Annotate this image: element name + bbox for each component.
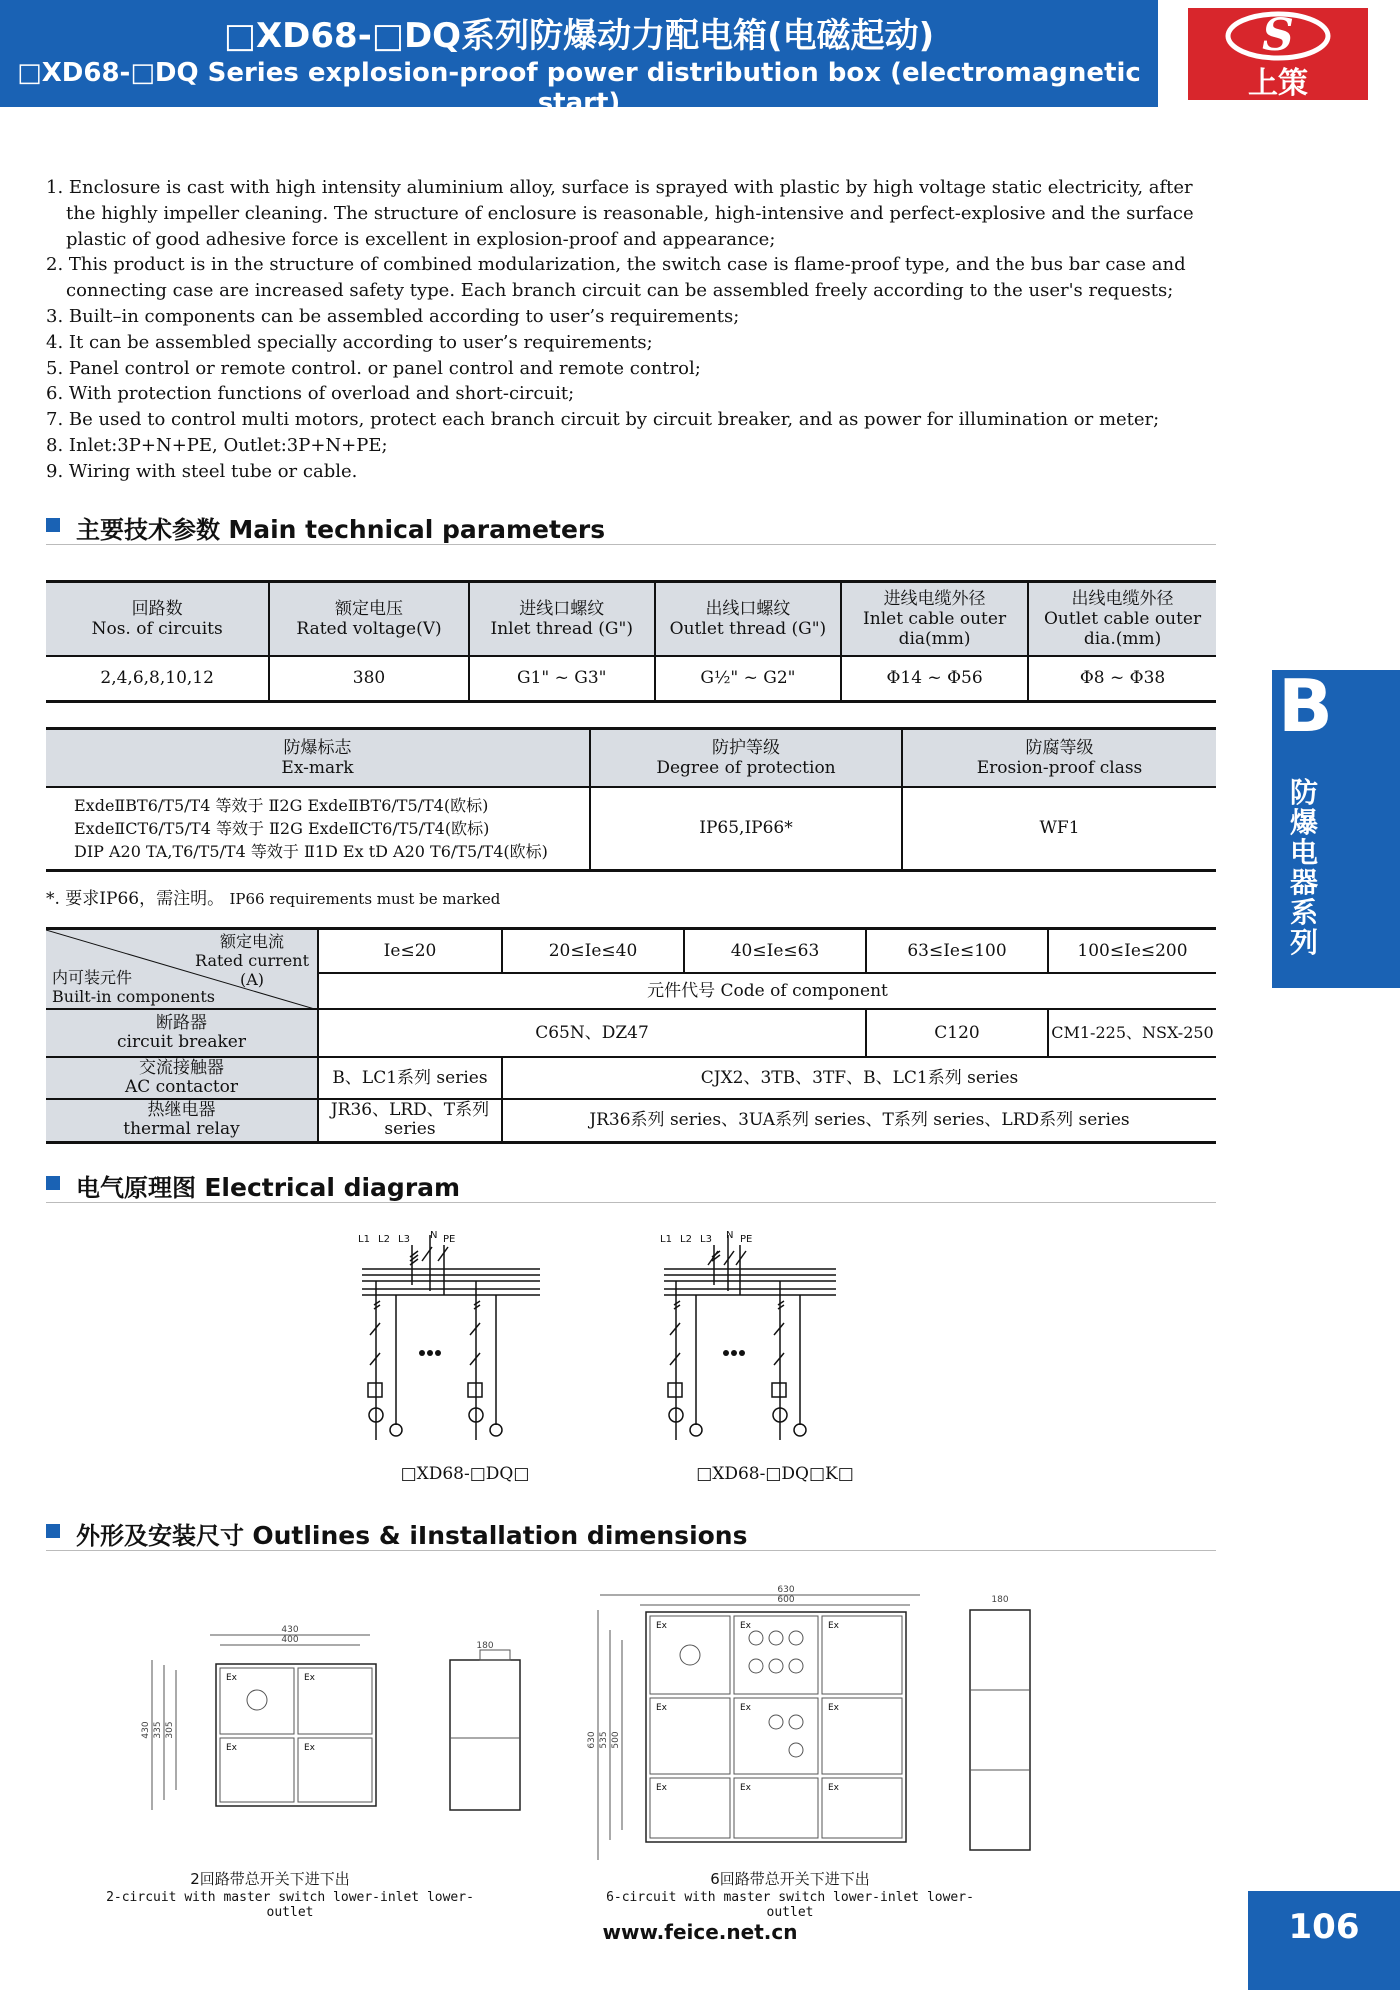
th-outlet-thread: 出线口螺纹 Outlet thread (G") — [655, 582, 841, 656]
footer-website: www.feice.net.cn — [602, 1920, 798, 1944]
range-cell: Ie≤20 — [318, 929, 502, 973]
terminal-label: PE — [740, 1234, 753, 1245]
cell-outlet-thread: G½" ~ G2" — [655, 656, 841, 702]
section-heading-params — [46, 510, 1216, 545]
ex-label: Ex — [828, 1783, 840, 1793]
feature-item: 9. Wiring with steel tube or cable. — [46, 460, 358, 482]
th-circuits: 回路数 Nos. of circuits — [46, 582, 269, 656]
dim-label: 400 — [281, 1635, 299, 1645]
corner-rated-cn: 额定电流 — [220, 932, 285, 951]
cell-erosion: WF1 — [902, 787, 1216, 871]
exmark-line: ExdeⅡCT6/T5/T4 等效于 Ⅱ2G ExdeⅡCT6/T5/T4(欧标) — [74, 818, 490, 838]
section-title-en: Main technical parameters — [228, 515, 606, 544]
section-title-en: Electrical diagram — [204, 1173, 461, 1202]
ex-label: Ex — [304, 1673, 316, 1683]
cell-breaker-c120: C120 — [866, 1009, 1048, 1057]
terminal-label: N — [726, 1230, 734, 1241]
circuit-diagram-right — [640, 1225, 890, 1445]
ex-label: Ex — [828, 1703, 840, 1713]
section-title-cn: 电气原理图 — [76, 1174, 196, 1202]
page-number: 106 — [1248, 1891, 1400, 1990]
outline-drawing-2-circuit — [140, 1620, 540, 1830]
params-table — [46, 580, 1216, 703]
ex-label: Ex — [226, 1673, 238, 1683]
components-table — [46, 927, 1216, 1144]
feature-list — [46, 175, 1226, 485]
side-category-tab — [1272, 664, 1400, 988]
ip66-note — [46, 884, 500, 909]
row-label-relay: 热继电器 thermal relay — [46, 1099, 318, 1143]
outline-drawing-6-circuit — [580, 1580, 1060, 1860]
section-square-icon — [46, 1176, 60, 1190]
range-cell: 100≤Ie≤200 — [1048, 929, 1216, 973]
row-label-contactor: 交流接触器 AC contactor — [46, 1057, 318, 1099]
dim-label: 600 — [777, 1595, 795, 1605]
exmark-table — [46, 727, 1216, 872]
logo-text: 上策 — [1248, 66, 1308, 101]
terminal-label: L2 — [378, 1234, 390, 1245]
ex-label: Ex — [828, 1621, 840, 1631]
ex-label: Ex — [740, 1783, 752, 1793]
section-square-icon — [46, 1524, 60, 1538]
range-cell: 63≤Ie≤100 — [866, 929, 1048, 973]
ex-label: Ex — [656, 1703, 668, 1713]
dim-label: 305 — [165, 1721, 175, 1739]
ex-label: Ex — [656, 1783, 668, 1793]
dim-label: 430 — [281, 1625, 299, 1635]
terminal-label: N — [430, 1230, 438, 1241]
ex-label: Ex — [656, 1621, 668, 1631]
cell-inlet-thread: G1" ~ G3" — [469, 656, 655, 702]
feature-item: 8. Inlet:3P+N+PE, Outlet:3P+N+PE; — [46, 434, 388, 456]
dim-label: 335 — [153, 1721, 163, 1739]
exmark-line: DIP A20 TA,T6/T5/T4 等效于 Ⅱ1D Ex tD A20 T6/T5/T4(欧标) — [74, 841, 548, 861]
outline-caption-left-cn: 2回路带总开关下进下出 — [190, 1870, 350, 1888]
cell-voltage: 380 — [269, 656, 468, 702]
corner-builtin-cn: 内可装元件 — [52, 967, 133, 987]
section-square-icon — [46, 518, 60, 532]
dim-label: 500 — [611, 1731, 621, 1749]
cell-contactor-small: B、LC1系列 series — [318, 1057, 502, 1099]
outline-caption-right-cn: 6回路带总开关下进下出 — [710, 1870, 870, 1888]
th-inlet-cable: 进线电缆外径 Inlet cable outer dia(mm) — [841, 582, 1028, 656]
svg-text:S: S — [1262, 10, 1294, 61]
cell-outlet-cable: Φ8 ~ Φ38 — [1028, 656, 1216, 702]
title-cn: □XD68-□DQ系列防爆动力配电箱(电磁起动) — [223, 16, 935, 56]
dim-label: 630 — [587, 1731, 597, 1749]
feature-item: 6. With protection functions of overload and short-circuit; — [46, 383, 575, 405]
terminal-label: L1 — [660, 1234, 672, 1245]
section-title-en: Outlines & iInstallation dimensions — [252, 1521, 748, 1550]
dim-label: 430 — [141, 1721, 151, 1739]
section-heading-diagram — [46, 1168, 1216, 1203]
exmark-line: ExdeⅡBT6/T5/T4 等效于 Ⅱ2G ExdeⅡBT6/T5/T4(欧标) — [74, 795, 489, 815]
circuit-diagram-left — [340, 1225, 590, 1445]
outline-caption-right-en: 6-circuit with master switch lower-inlet lower-outlet — [606, 1890, 974, 1920]
feature-item: 5. Panel control or remote control. or panel control and remote control; — [46, 357, 701, 379]
ex-label: Ex — [740, 1703, 752, 1713]
th-exmark: 防爆标志 Ex-mark — [46, 729, 590, 787]
cell-circuits: 2,4,6,8,10,12 — [100, 668, 214, 689]
dim-label: 630 — [777, 1585, 795, 1595]
feature-item: 4. It can be assembled specially according to user’s requirements; — [46, 331, 653, 353]
th-inlet-thread: 进线口螺纹 Inlet thread (G") — [469, 582, 655, 656]
cell-inlet-cable: Φ14 ~ Φ56 — [841, 656, 1028, 702]
cell-breaker-c65n: C65N、DZ47 — [318, 1009, 866, 1057]
dim-label: 180 — [991, 1595, 1009, 1605]
section-title-cn: 外形及安装尺寸 — [76, 1522, 244, 1550]
cell-contactor-large: CJX2、3TB、3TF、B、LC1系列 series — [502, 1057, 1216, 1099]
th-erosion: 防腐等级 Erosion-proof class — [902, 729, 1216, 787]
page-header — [0, 0, 1158, 118]
note-cn: *. 要求IP66，需注明。 — [46, 889, 225, 909]
terminal-label: L3 — [700, 1234, 712, 1245]
cell-breaker-cm1: CM1-225、NSX-250 — [1048, 1009, 1216, 1057]
range-cell: 40≤Ie≤63 — [684, 929, 866, 973]
th-protection: 防护等级 Degree of protection — [590, 729, 902, 787]
corner-unit: (A) — [240, 970, 265, 989]
note-en: IP66 requirements must be marked — [229, 890, 501, 908]
corner-builtin-en: Built-in components — [52, 986, 215, 1006]
range-cell: 20≤Ie≤40 — [502, 929, 684, 973]
feature-item: 3. Built–in components can be assembled according to user’s requirements; — [46, 305, 740, 327]
cell-exmarks — [46, 787, 590, 871]
cell-protection: IP65,IP66* — [590, 787, 902, 871]
th-voltage: 额定电压 Rated voltage(V) — [269, 582, 468, 656]
section-heading-outline — [46, 1516, 1216, 1551]
dim-label: 535 — [599, 1731, 609, 1749]
ex-label: Ex — [740, 1621, 752, 1631]
brand-logo — [1158, 0, 1400, 107]
diagram-caption-left: □XD68-□DQ□ — [400, 1464, 530, 1484]
terminal-label: L2 — [680, 1234, 692, 1245]
section-title-cn: 主要技术参数 — [76, 516, 220, 544]
terminal-label: L1 — [358, 1234, 370, 1245]
terminal-label: PE — [443, 1234, 456, 1245]
ex-label: Ex — [304, 1743, 316, 1753]
cell-relay-small: JR36、LRD、T系列 series — [318, 1099, 502, 1143]
ex-label: Ex — [226, 1743, 238, 1753]
corner-header — [46, 929, 318, 1009]
feature-item: 2. This product is in the structure of combined modularization, the switch case is flame-proof type, and the bus bar case and connecting case are increased safety type. Each branch circuit can be assembled freely according to the user's requests; — [46, 254, 1186, 302]
terminal-label: L3 — [398, 1234, 410, 1245]
diagram-caption-right: □XD68-□DQ□K□ — [696, 1464, 854, 1484]
code-label: 元件代号 Code of component — [318, 973, 1216, 1009]
outline-caption-left-en: 2-circuit with master switch lower-inlet lower-outlet — [106, 1890, 474, 1920]
th-outlet-cable: 出线电缆外径 Outlet cable outer dia.(mm) — [1028, 582, 1216, 656]
feature-item: 7. Be used to control multi motors, protect each branch circuit by circuit breaker, and as power for illumination or meter; — [46, 409, 1160, 431]
category-text: 防爆电器系列 — [1290, 776, 1319, 959]
dim-label: 180 — [476, 1641, 494, 1651]
category-letter: B — [1278, 664, 1333, 748]
feature-item: 1. Enclosure is cast with high intensity aluminium alloy, surface is sprayed with plastic by high voltage static electricity, after the highly impeller cleaning. The structure of enclosure is reasonable, high-intensive and perfect-explosive and the surface plastic of good adhesive force is excellent in explosion-proof and appearance; — [46, 177, 1194, 250]
cell-relay-large: JR36系列 series、3UA系列 series、T系列 series、LRD系列 series — [502, 1099, 1216, 1143]
corner-rated-en: Rated current — [195, 951, 309, 970]
row-label-breaker: 断路器 circuit breaker — [46, 1009, 318, 1057]
title-en: □XD68-□DQ Series explosion-proof power distribution box (electromagnetic start) — [17, 58, 1141, 118]
